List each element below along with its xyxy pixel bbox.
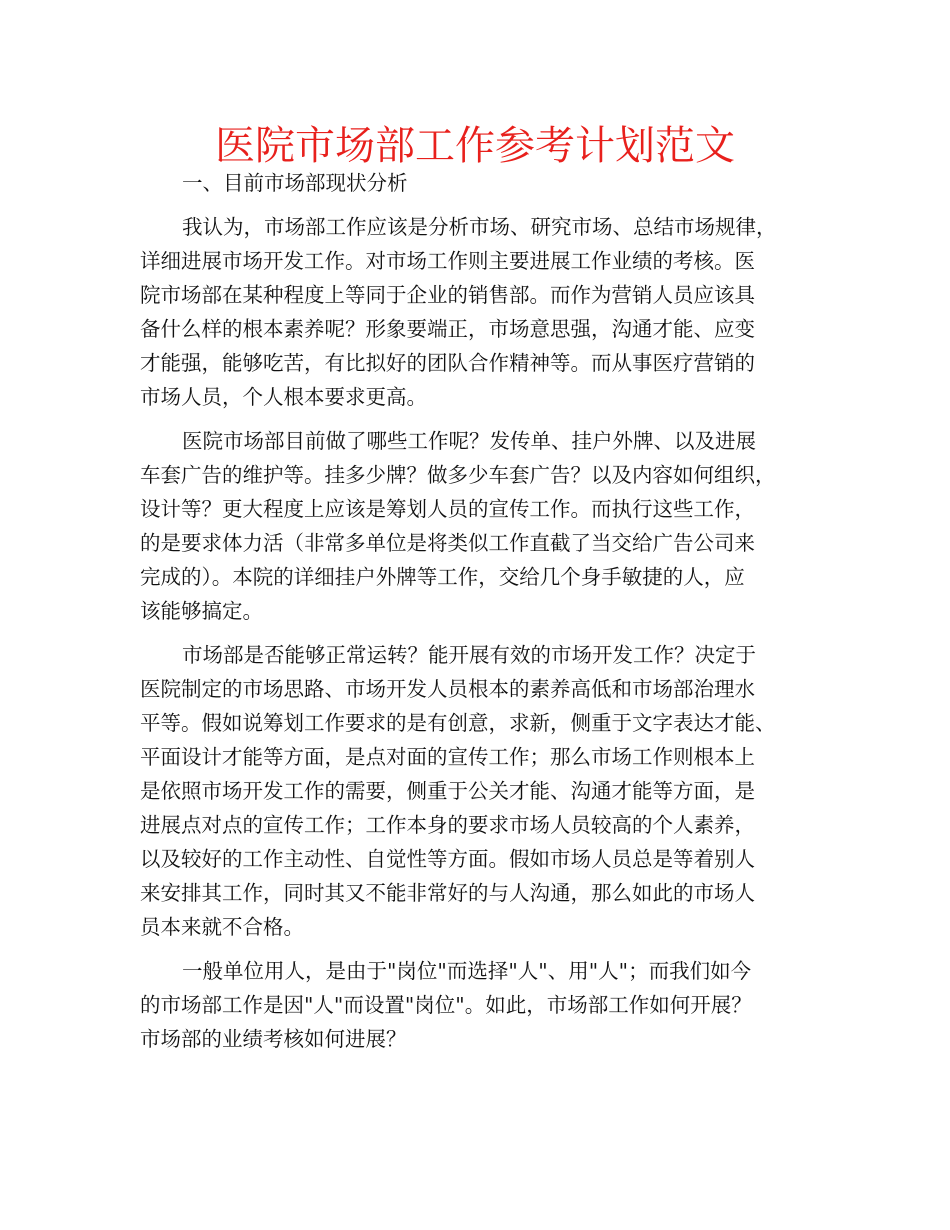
paragraph-line: 市场人员，个人根本要求更高。: [140, 385, 427, 409]
paragraph-line: 员本来就不合格。: [140, 915, 304, 939]
paragraph-line: 详细进展市场开发工作。对市场工作则主要进展工作业绩的考核。医: [140, 249, 755, 273]
paragraph-line: 平面设计才能等方面，是点对面的宣传工作；那么市场工作则根本上: [140, 745, 755, 769]
paragraph-2: [140, 424, 830, 628]
paragraph-line: 市场部是否能够正常运转？能开展有效的市场开发工作？决定于: [182, 643, 756, 667]
paragraph-line: 我认为，市场部工作应该是分析市场、研究市场、总结市场规律，: [182, 215, 777, 239]
paragraph-line: 完成的）。本院的详细挂户外牌等工作，交给几个身手敏捷的人，应: [140, 565, 745, 589]
paragraph-line: 平等。假如说筹划工作要求的是有创意，求新，侧重于文字表达才能、: [140, 711, 776, 735]
paragraph-line: 该能够搞定。: [140, 599, 263, 623]
paragraph-line: 的是要求体力活（非常多单位是将类似工作直截了当交给广告公司来: [140, 531, 755, 555]
paragraph-spacer: [140, 414, 830, 424]
paragraph-spacer: [140, 944, 830, 954]
document-title: 医院市场部工作参考计划范文: [215, 123, 735, 169]
paragraph-4: [140, 954, 830, 1056]
paragraph-line: 设计等？更大程度上应该是筹划人员的宣传工作。而执行这些工作，: [140, 497, 755, 521]
paragraph-line: 备什么样的根本素养呢？形象要端正，市场意思强，沟通才能、应变: [140, 317, 755, 341]
paragraph-line: 才能强，能够吃苦，有比拟好的团队合作精神等。而从事医疗营销的: [140, 351, 755, 375]
paragraph-line: 来安排其工作，同时其又不能非常好的与人沟通，那么如此的市场人: [140, 881, 755, 905]
paragraph-line: 车套广告的维护等。挂多少牌？做多少车套广告？以及内容如何组织，: [140, 463, 776, 487]
paragraph-line: 一般单位用人，是由于"岗位"而选择"人"、用"人"；而我们如今: [182, 959, 752, 983]
section-heading: 一、目前市场部现状分析: [182, 171, 408, 195]
paragraph-spacer: [140, 200, 830, 210]
paragraph-line: 进展点对点的宣传工作；工作本身的要求市场人员较高的个人素养，: [140, 813, 755, 837]
document-body: [140, 166, 830, 1056]
paragraph-3: [140, 638, 830, 944]
paragraph-line: 的市场部工作是因"人"而设置"岗位"。如此，市场部工作如何开展？: [140, 993, 752, 1017]
paragraph-line: 市场部的业绩考核如何进展？: [140, 1027, 407, 1051]
paragraph-line: 院市场部在某种程度上等同于企业的销售部。而作为营销人员应该具: [140, 283, 755, 307]
paragraph-line: 是依照市场开发工作的需要，侧重于公关才能、沟通才能等方面，是: [140, 779, 755, 803]
paragraph-line: 以及较好的工作主动性、自觉性等方面。假如市场人员总是等着别人: [140, 847, 755, 871]
paragraph-line: 医院制定的市场思路、市场开发人员根本的素养高低和市场部治理水: [140, 677, 755, 701]
paragraph-line: 医院市场部目前做了哪些工作呢？发传单、挂户外牌、以及进展: [182, 429, 756, 453]
paragraph-spacer: [140, 628, 830, 638]
paragraph-1: [140, 210, 830, 414]
